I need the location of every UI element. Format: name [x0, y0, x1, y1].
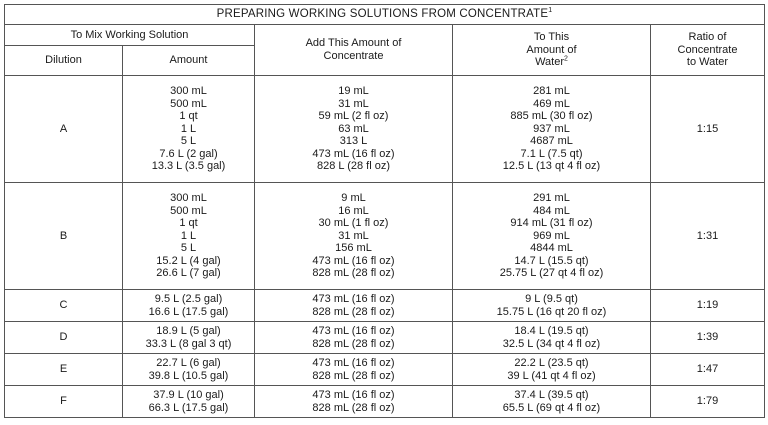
dilution-cell: E	[5, 354, 123, 386]
amount-value: 1 qt	[179, 217, 198, 230]
dilution-table	[4, 4, 765, 418]
amount-cell	[123, 290, 255, 322]
amount-cell	[123, 322, 255, 354]
dilution-cell: F	[5, 386, 123, 418]
amount-value: 500 mL	[170, 204, 207, 217]
amount-value: 33.3 L (8 gal 3 qt)	[145, 337, 232, 350]
concentrate-value: 473 mL (16 fl oz)	[312, 324, 395, 337]
dilution-cell: C	[5, 290, 123, 322]
water-value: 12.5 L (13 qt 4 fl oz)	[502, 160, 601, 173]
concentrate-value: 31 mL	[338, 229, 369, 242]
water-value: 7.1 L (7.5 qt)	[520, 147, 583, 160]
amount-value: 300 mL	[170, 84, 207, 97]
water-value: 937 mL	[533, 122, 570, 135]
concentrate-value: 313 L	[339, 135, 368, 148]
water-value: 32.5 L (34 qt 4 fl oz)	[502, 337, 601, 350]
amount-cell	[123, 386, 255, 418]
water-footnote: 2	[564, 55, 568, 63]
water-cell	[453, 354, 651, 386]
header-mix-working-solution: To Mix Working Solution	[5, 25, 255, 46]
header-ratio-line2: Concentrate	[677, 43, 738, 56]
header-water-line2: Amount of	[526, 43, 577, 56]
amount-value: 26.6 L (7 gal)	[156, 267, 221, 280]
amount-value: 37.9 L (10 gal)	[153, 388, 224, 401]
concentrate-value: 828 L (28 fl oz)	[317, 160, 390, 173]
water-cell	[453, 290, 651, 322]
header-dilution: Dilution	[5, 46, 123, 76]
water-value: 9 L (9.5 qt)	[525, 292, 578, 305]
concentrate-value: 473 mL (16 fl oz)	[312, 356, 395, 369]
water-value: 469 mL	[533, 97, 570, 110]
concentrate-value: 30 mL (1 fl oz)	[318, 217, 389, 230]
amount-value: 66.3 L (17.5 gal)	[148, 401, 229, 414]
water-value: 18.4 L (19.5 qt)	[514, 324, 589, 337]
amount-cell	[123, 354, 255, 386]
concentrate-value: 63 mL	[338, 122, 369, 135]
concentrate-value: 828 mL (28 fl oz)	[312, 369, 395, 382]
ratio-cell: 1:19	[651, 290, 765, 322]
amount-value: 7.6 L (2 gal)	[159, 147, 218, 160]
amount-cell	[123, 183, 255, 290]
amount-value: 18.9 L (5 gal)	[156, 324, 221, 337]
water-value: 15.75 L (16 qt 20 fl oz)	[496, 305, 607, 318]
header-concentrate-line1: Add This Amount of	[305, 37, 402, 50]
amount-value: 9.5 L (2.5 gal)	[154, 292, 223, 305]
header-concentrate-line2: Concentrate	[323, 50, 384, 62]
concentrate-value: 828 mL (28 fl oz)	[312, 401, 395, 414]
header-water-line3	[457, 56, 646, 69]
table-row	[5, 322, 765, 354]
concentrate-cell	[255, 322, 453, 354]
concentrate-value: 473 mL (16 fl oz)	[312, 292, 395, 305]
ratio-cell: 1:39	[651, 322, 765, 354]
ratio-cell: 1:47	[651, 354, 765, 386]
amount-value: 500 mL	[170, 97, 207, 110]
header-ratio-line3: to Water	[686, 56, 729, 69]
amount-value: 1 L	[180, 229, 197, 242]
table-row	[5, 76, 765, 183]
concentrate-value: 828 mL (28 fl oz)	[312, 267, 395, 280]
header-ratio-line1: Ratio of	[688, 31, 727, 44]
ratio-cell: 1:31	[651, 183, 765, 290]
header-water	[453, 25, 651, 76]
header-water-line3-text: Water	[535, 56, 565, 69]
header-water-line1: To This	[533, 31, 570, 44]
table-row	[5, 290, 765, 322]
water-value: 39 L (41 qt 4 fl oz)	[507, 369, 596, 382]
water-value: 65.5 L (69 qt 4 fl oz)	[502, 401, 601, 414]
amount-value: 1 qt	[179, 110, 198, 123]
concentrate-value: 9 mL	[341, 191, 366, 204]
water-cell	[453, 322, 651, 354]
amount-value: 16.6 L (17.5 gal)	[148, 305, 229, 318]
concentrate-value: 473 mL (16 fl oz)	[312, 388, 395, 401]
concentrate-value: 473 mL (16 fl oz)	[312, 147, 395, 160]
amount-value: 5 L	[180, 135, 197, 148]
water-cell	[453, 76, 651, 183]
water-value: 14.7 L (15.5 qt)	[514, 254, 589, 267]
ratio-cell: 1:15	[651, 76, 765, 183]
amount-value: 300 mL	[170, 191, 207, 204]
title-footnote: 1	[548, 7, 553, 15]
amount-value: 1 L	[180, 122, 197, 135]
water-value: 969 mL	[533, 229, 570, 242]
amount-value: 39.8 L (10.5 gal)	[148, 369, 229, 382]
concentrate-value: 828 mL (28 fl oz)	[312, 305, 395, 318]
water-value: 4844 mL	[530, 242, 573, 255]
amount-cell	[123, 76, 255, 183]
concentrate-value: 473 mL (16 fl oz)	[312, 254, 395, 267]
table-row	[5, 183, 765, 290]
concentrate-cell	[255, 354, 453, 386]
header-amount: Amount	[123, 46, 255, 76]
amount-value: 5 L	[180, 242, 197, 255]
water-cell	[453, 183, 651, 290]
ratio-cell: 1:79	[651, 386, 765, 418]
dilution-cell: A	[5, 76, 123, 183]
concentrate-value: 59 mL (2 fl oz)	[318, 110, 389, 123]
concentrate-value: 156 mL	[335, 242, 372, 255]
header-concentrate	[255, 25, 453, 76]
water-value: 914 mL (31 fl oz)	[510, 217, 593, 230]
table-title	[5, 5, 765, 25]
water-value: 22.2 L (23.5 qt)	[514, 356, 589, 369]
concentrate-value: 19 mL	[338, 84, 369, 97]
water-cell	[453, 386, 651, 418]
water-value: 281 mL	[533, 84, 570, 97]
water-value: 4687 mL	[530, 135, 573, 148]
concentrate-cell	[255, 76, 453, 183]
water-value: 291 mL	[533, 191, 570, 204]
dilution-cell: D	[5, 322, 123, 354]
concentrate-cell	[255, 183, 453, 290]
table-row	[5, 386, 765, 418]
amount-value: 13.3 L (3.5 gal)	[151, 160, 226, 173]
water-value: 37.4 L (39.5 qt)	[514, 388, 589, 401]
water-value: 25.75 L (27 qt 4 fl oz)	[499, 267, 604, 280]
concentrate-value: 31 mL	[338, 97, 369, 110]
amount-value: 22.7 L (6 gal)	[156, 356, 221, 369]
header-ratio	[651, 25, 765, 76]
table-title-text: PREPARING WORKING SOLUTIONS FROM CONCENTRATE	[216, 8, 549, 21]
amount-value: 15.2 L (4 gal)	[156, 254, 221, 267]
water-value: 484 mL	[533, 204, 570, 217]
concentrate-value: 828 mL (28 fl oz)	[312, 337, 395, 350]
table-row	[5, 354, 765, 386]
concentrate-cell	[255, 386, 453, 418]
concentrate-value: 16 mL	[338, 204, 369, 217]
water-value: 885 mL (30 fl oz)	[510, 110, 593, 123]
dilution-cell: B	[5, 183, 123, 290]
concentrate-cell	[255, 290, 453, 322]
